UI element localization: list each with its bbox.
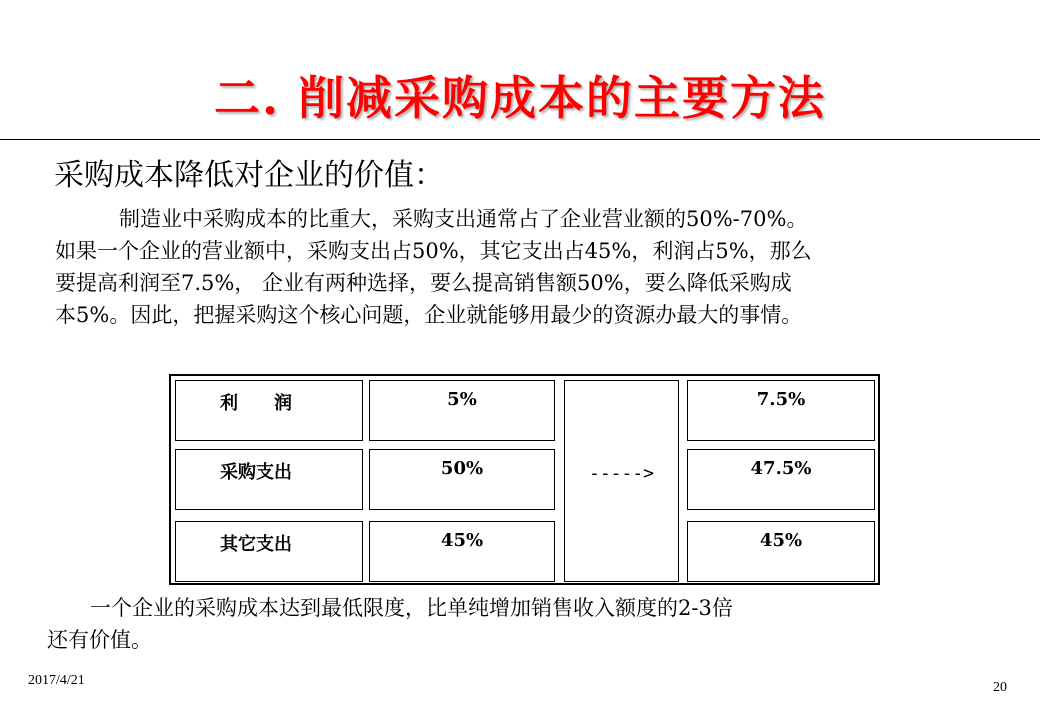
- section-heading: 采购成本降低对企业的价值：: [54, 158, 444, 193]
- row-label-other: 其它支出: [175, 521, 363, 582]
- arrow-cell: [564, 380, 679, 582]
- value-before-purchasing: 50%: [369, 449, 555, 510]
- value-before-profit: 5%: [369, 380, 555, 441]
- value-after-other: 45%: [687, 521, 875, 582]
- paragraph-line: 制造业中采购成本的比重大，采购支出通常占了企业营业额的50%-70%。: [119, 207, 808, 231]
- paragraph-line: 本5%。因此，把握采购这个核心问题，企业就能够用最少的资源办最大的事情。: [55, 303, 803, 327]
- footer-date: 2017/4/21: [28, 673, 85, 688]
- value-after-profit: 7.5%: [687, 380, 875, 441]
- row-label-profit: 利 润: [175, 380, 363, 441]
- comparison-table: [169, 374, 880, 585]
- row-label-purchasing: 采购支出: [175, 449, 363, 510]
- slide-title: 二. 削减采购成本的主要方法: [213, 71, 827, 125]
- paragraph-line: 要提高利润至7.5%， 企业有两种选择，要么提高销售额50%，要么降低采购成: [55, 271, 792, 295]
- value-after-purchasing: 47.5%: [687, 449, 875, 510]
- page-number: 20: [993, 680, 1007, 695]
- value-before-other: 45%: [369, 521, 555, 582]
- closing-line: 一个企业的采购成本达到最低限度，比单纯增加销售收入额度的2-3倍: [90, 596, 733, 620]
- arrow-right-icon: ----->: [588, 463, 655, 484]
- paragraph-line: 如果一个企业的营业额中，采购支出占50%，其它支出占45%，利润占5%，那么: [55, 239, 812, 263]
- title-divider: [0, 139, 1040, 140]
- closing-line: 还有价值。: [47, 628, 152, 652]
